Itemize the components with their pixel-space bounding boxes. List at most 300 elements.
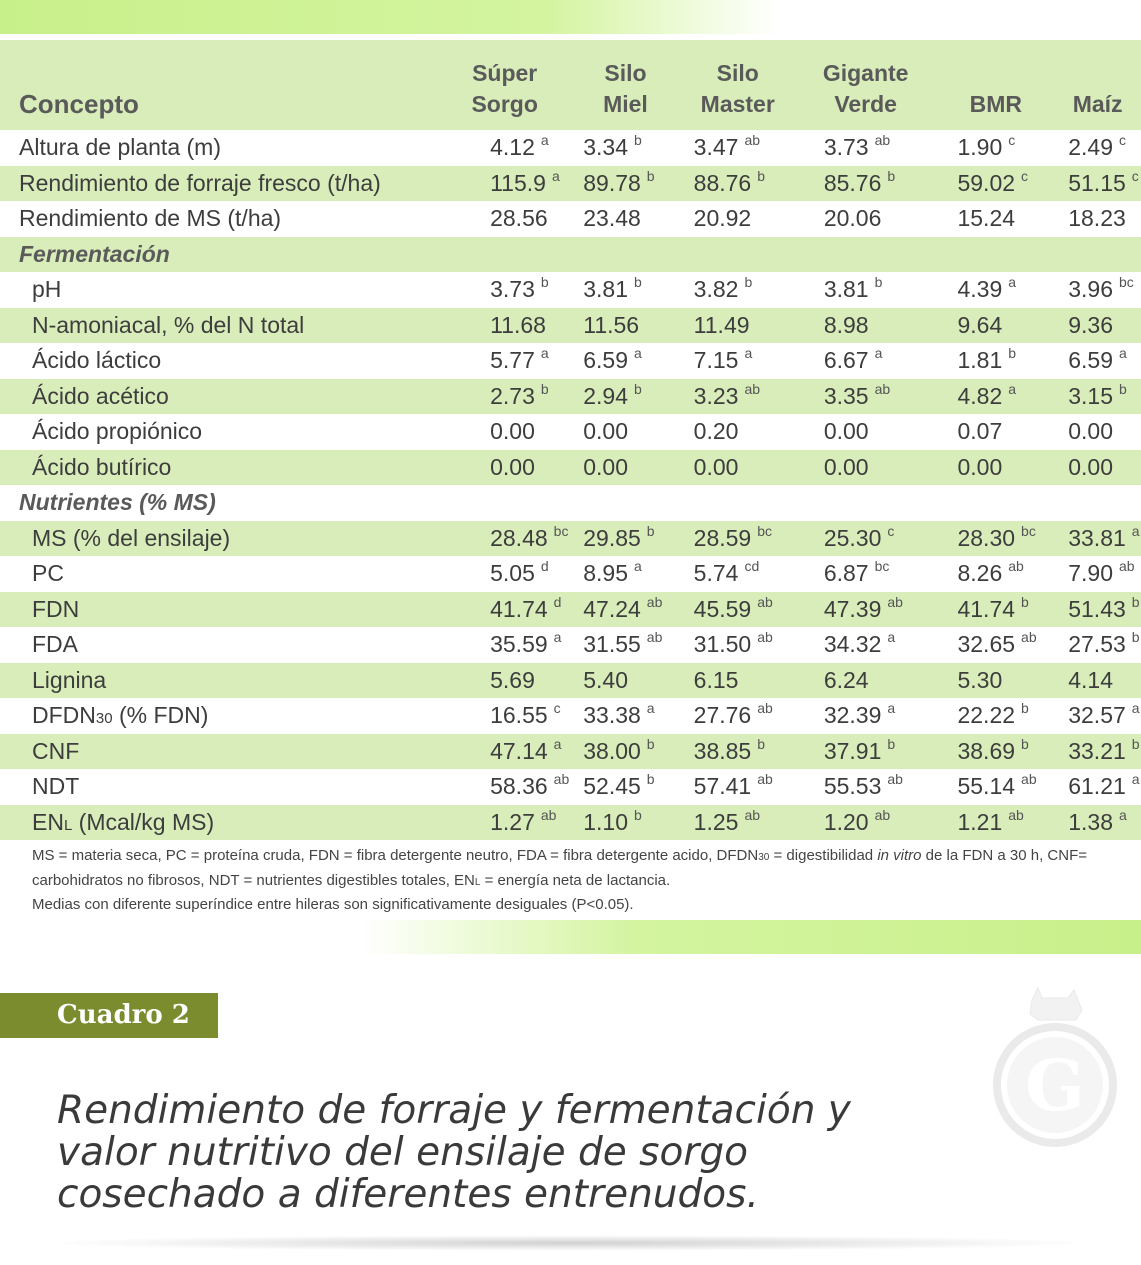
brand-logo-icon <box>990 980 1120 1150</box>
cell-value: 31.55 <box>583 631 641 658</box>
cell-superscript: b <box>1021 735 1029 752</box>
table-cell <box>1054 130 1141 166</box>
table-cell <box>569 556 681 592</box>
cell-value: 3.81 <box>823 276 869 303</box>
cell-superscript: b <box>757 735 766 752</box>
cell-value: 32.57 <box>1068 702 1126 729</box>
cell-superscript: d <box>553 593 562 610</box>
cell-superscript: c <box>1118 132 1126 149</box>
cell-superscript: b <box>634 806 642 823</box>
row-label: pH <box>32 276 62 303</box>
row-label: Nutrientes (% MS) <box>19 489 216 516</box>
table-cell <box>794 166 938 202</box>
table-cell <box>1054 272 1141 308</box>
table-cell <box>682 556 794 592</box>
section-row <box>0 237 1141 273</box>
table-cell <box>794 521 938 557</box>
cell-value: 7.90 <box>1068 560 1113 587</box>
cell-superscript: ab <box>757 700 773 717</box>
table-cell <box>569 166 681 202</box>
cell-value: 5.40 <box>583 666 628 693</box>
cell-value: 5.30 <box>957 666 1003 693</box>
cell-value: 1.27 <box>490 808 535 835</box>
table-cell <box>682 343 794 379</box>
column-header-3: Silo Master <box>682 40 794 130</box>
table-cell <box>569 343 681 379</box>
cell-value: 4.14 <box>1068 666 1113 693</box>
cell-superscript: cd <box>744 558 760 575</box>
cell-value: 1.20 <box>823 808 869 835</box>
table-cell <box>440 627 569 663</box>
cell-value: 1.38 <box>1068 808 1113 835</box>
cell-superscript: ab <box>757 593 773 610</box>
table-cell <box>440 734 569 770</box>
logo-letter: G <box>1025 1044 1085 1127</box>
cell-superscript: a <box>553 629 562 646</box>
cell-value: 28.48 <box>490 524 548 551</box>
table-cell <box>440 166 569 202</box>
cell-value: 3.34 <box>583 134 628 161</box>
table-row <box>0 450 1141 486</box>
table-cell <box>440 308 569 344</box>
cell-value: 6.87 <box>823 560 869 587</box>
cell-superscript: c <box>887 522 895 539</box>
cell-superscript: a <box>1118 345 1127 362</box>
cell-value: 4.82 <box>957 382 1003 409</box>
cell-value: 45.59 <box>693 595 752 622</box>
cell-superscript: b <box>646 167 655 184</box>
table-cell <box>682 627 794 663</box>
table-row <box>0 308 1141 344</box>
cell-value: 3.15 <box>1068 382 1113 409</box>
cell-value: 32.65 <box>957 631 1016 658</box>
cell-value: 33.21 <box>1068 737 1126 764</box>
cell-value: 47.14 <box>490 737 548 764</box>
cell-superscript: b <box>646 735 655 752</box>
table-row <box>0 663 1141 699</box>
cell-value: 47.24 <box>583 595 641 622</box>
table-cell <box>1054 308 1141 344</box>
cell-superscript: ab <box>874 132 891 149</box>
table-cell <box>937 592 1054 628</box>
table-cell <box>440 343 569 379</box>
middle-accent-bar <box>360 920 1141 954</box>
cell-value: 27.76 <box>693 702 752 729</box>
table-cell <box>569 272 681 308</box>
bottom-shadow <box>40 1235 1100 1251</box>
cell-value: 37.91 <box>823 737 882 764</box>
table-cell <box>794 130 938 166</box>
table-cell <box>569 627 681 663</box>
cell-value: 11.49 <box>693 311 750 338</box>
cell-value: 52.45 <box>583 773 641 800</box>
cell-superscript: a <box>553 735 562 752</box>
table-row <box>0 769 1141 805</box>
cell-value: 61.21 <box>1068 773 1126 800</box>
cell-superscript: b <box>1021 700 1029 717</box>
cell-superscript: c <box>1131 167 1139 184</box>
cell-superscript: a <box>540 132 549 149</box>
table-cell <box>1054 343 1141 379</box>
cell-superscript: bc <box>553 522 569 539</box>
cell-value: 2.49 <box>1068 134 1113 161</box>
cell-value: 3.73 <box>490 276 535 303</box>
cell-superscript: ab <box>646 593 663 610</box>
cell-superscript: ab <box>540 806 557 823</box>
cell-value: 2.73 <box>490 382 535 409</box>
table-cell <box>569 805 681 841</box>
cell-value: 88.76 <box>693 169 752 196</box>
cell-value: 2.94 <box>583 382 628 409</box>
cell-value: 0.00 <box>490 453 535 480</box>
table-cell <box>682 272 794 308</box>
cell-value: 0.00 <box>1068 418 1113 445</box>
cell-value: 28.30 <box>957 524 1016 551</box>
table-cell <box>682 663 794 699</box>
footnote-abbreviations: MS = materia seca, PC = proteína cruda, FDN = fibra detergente neutro, FDA = fibra detergente acido, DFDN30 = digestibilidad in vitro de la FDN a 30 h, CNF= carbohidratos no fibrosos, NDT = nutrientes digestibles totales, ENL = energía neta de lactancia. <box>32 847 1087 889</box>
cell-superscript: a <box>1131 522 1140 539</box>
table-row <box>0 698 1141 734</box>
cell-value: 55.53 <box>823 773 882 800</box>
cell-value: 5.77 <box>490 347 535 374</box>
row-label: Rendimiento de forraje fresco (t/ha) <box>0 166 440 202</box>
table-cell <box>440 201 569 237</box>
table-row <box>0 521 1141 557</box>
row-label: ENL (Mcal/kg MS) <box>0 805 440 841</box>
cell-superscript: ab <box>1118 558 1135 575</box>
table-cell <box>794 414 938 450</box>
cell-value: 34.32 <box>823 631 882 658</box>
table-cell <box>440 698 569 734</box>
cell-value: 4.39 <box>957 276 1003 303</box>
cell-value: 38.85 <box>693 737 752 764</box>
table-cell <box>569 769 681 805</box>
table-cell <box>682 308 794 344</box>
cell-value: 20.06 <box>823 205 882 232</box>
table-cell <box>682 379 794 415</box>
table-cell <box>937 272 1054 308</box>
cell-superscript: a <box>1131 771 1140 788</box>
table-cell <box>682 592 794 628</box>
cell-superscript: ab <box>744 380 761 397</box>
cell-value: 31.50 <box>693 631 752 658</box>
cell-value: 32.39 <box>823 702 882 729</box>
cell-superscript: b <box>634 132 642 149</box>
cell-superscript: a <box>634 345 642 362</box>
cell-superscript: b <box>1008 345 1017 362</box>
table-row <box>0 805 1141 841</box>
cell-value: 6.24 <box>823 666 869 693</box>
cell-superscript: a <box>874 345 883 362</box>
table-row <box>0 627 1141 663</box>
cell-superscript: b <box>757 167 766 184</box>
table-cell <box>1054 414 1141 450</box>
footnote-significance: Medias con diferente superíndice entre hileras son significativamente desiguales (P<0.05). <box>32 896 634 913</box>
table-cell <box>794 734 938 770</box>
cell-value: 11.68 <box>490 311 546 338</box>
cell-value: 41.74 <box>957 595 1016 622</box>
cell-superscript: b <box>1118 380 1127 397</box>
row-label: Fermentación <box>0 237 1141 273</box>
table-number-badge: Cuadro 2 <box>0 993 218 1038</box>
cell-value: 58.36 <box>490 773 548 800</box>
cell-value: 1.81 <box>957 347 1003 374</box>
table-cell <box>682 698 794 734</box>
table-row <box>0 379 1141 415</box>
cell-value: 3.96 <box>1068 276 1113 303</box>
cell-superscript: ab <box>646 629 663 646</box>
cell-value: 0.00 <box>823 453 869 480</box>
row-label: FDN <box>0 592 440 628</box>
cell-value: 28.56 <box>490 205 548 232</box>
cell-value: 0.20 <box>693 418 739 445</box>
table-row <box>0 272 1141 308</box>
table-cell <box>794 592 938 628</box>
table-cell <box>1054 166 1141 202</box>
cell-value: 23.48 <box>583 205 641 232</box>
cell-value: 5.69 <box>490 666 535 693</box>
table-cell <box>682 805 794 841</box>
table-cell <box>794 698 938 734</box>
cell-superscript: a <box>1131 700 1140 717</box>
table-cell <box>1054 521 1141 557</box>
cell-superscript: ab <box>744 132 761 149</box>
cell-superscript: ab <box>1008 806 1024 823</box>
table-cell <box>440 521 569 557</box>
cell-value: 59.02 <box>957 169 1016 196</box>
row-label: Ácido butírico <box>0 450 440 486</box>
cell-superscript: b <box>634 380 642 397</box>
table-cell <box>440 592 569 628</box>
cell-superscript: a <box>744 345 753 362</box>
cell-value: 8.98 <box>823 311 869 338</box>
table-cell <box>569 663 681 699</box>
cell-superscript: a <box>551 167 560 184</box>
cell-value: 5.74 <box>693 560 739 587</box>
table-cell <box>440 769 569 805</box>
row-label: Altura de planta (m) <box>19 134 221 161</box>
cell-superscript: ab <box>874 806 891 823</box>
cell-value: 0.00 <box>490 418 535 445</box>
column-header-1: Súper Sorgo <box>440 40 569 130</box>
cell-value: 6.15 <box>693 666 739 693</box>
table-cell <box>937 805 1054 841</box>
cell-superscript: b <box>540 380 549 397</box>
cell-value: 0.00 <box>583 453 628 480</box>
table-cell <box>569 592 681 628</box>
table-cell <box>937 130 1054 166</box>
cell-superscript: ab <box>874 380 891 397</box>
cell-superscript: c <box>1021 167 1029 184</box>
table-cell <box>440 414 569 450</box>
table-cell <box>937 166 1054 202</box>
cell-value: 7.15 <box>693 347 739 374</box>
cell-value: 55.14 <box>957 773 1016 800</box>
row-label: Ácido acético <box>0 379 440 415</box>
cell-value: 89.78 <box>583 169 641 196</box>
table-cell <box>1054 734 1141 770</box>
cell-superscript: a <box>887 700 896 717</box>
cell-value: 47.39 <box>823 595 882 622</box>
table-cell <box>1054 627 1141 663</box>
cell-value: 1.21 <box>957 808 1003 835</box>
table-row <box>0 734 1141 770</box>
table-cell <box>937 450 1054 486</box>
table-cell <box>794 663 938 699</box>
row-label: Lignina <box>0 663 440 699</box>
cell-superscript: ab <box>757 771 773 788</box>
table-cell <box>937 769 1054 805</box>
table-cell <box>1054 379 1141 415</box>
cell-superscript: ab <box>1008 558 1024 575</box>
row-label: Ácido láctico <box>32 347 162 374</box>
row-label: FDA <box>32 631 78 658</box>
cell-superscript: a <box>634 558 642 575</box>
cell-value: 6.59 <box>583 347 628 374</box>
cell-superscript: ab <box>1021 629 1037 646</box>
table-header <box>0 40 1141 130</box>
cell-value: 0.07 <box>957 418 1003 445</box>
cell-superscript: bc <box>874 558 890 575</box>
cell-value: 0.00 <box>583 418 628 445</box>
cell-superscript: b <box>1021 593 1029 610</box>
table-cell <box>1054 592 1141 628</box>
table-cell <box>937 379 1054 415</box>
cell-value: 16.55 <box>490 702 548 729</box>
cell-superscript: b <box>1131 629 1140 646</box>
cell-value: 38.69 <box>957 737 1016 764</box>
cell-value: 115.9 <box>490 169 546 196</box>
cell-superscript: ab <box>887 593 903 610</box>
cell-superscript: d <box>540 558 549 575</box>
table-cell <box>569 450 681 486</box>
cell-value: 9.64 <box>957 311 1003 338</box>
table-footnotes <box>32 845 1092 917</box>
table-cell <box>440 663 569 699</box>
table-row <box>0 556 1141 592</box>
table-cell <box>937 521 1054 557</box>
table-cell <box>440 450 569 486</box>
cell-value: 33.81 <box>1068 524 1126 551</box>
table-cell <box>440 379 569 415</box>
section-row <box>0 485 1141 521</box>
cell-value: 41.74 <box>490 595 548 622</box>
cell-value: 9.36 <box>1068 311 1113 338</box>
cell-value: 1.25 <box>693 808 739 835</box>
cell-value: 3.47 <box>693 134 739 161</box>
cell-value: 51.43 <box>1068 595 1126 622</box>
table-cell <box>440 805 569 841</box>
table-row <box>0 343 1141 379</box>
cell-superscript: ab <box>744 806 761 823</box>
table-cell <box>794 379 938 415</box>
table-cell <box>1054 769 1141 805</box>
table-cell <box>937 663 1054 699</box>
table-cell <box>682 201 794 237</box>
row-label: DFDN30 (% FDN) <box>32 702 209 729</box>
cell-value: 85.76 <box>823 169 882 196</box>
cell-value: 3.82 <box>693 276 739 303</box>
table-cell <box>682 166 794 202</box>
table-cell <box>1054 450 1141 486</box>
table-row <box>0 414 1141 450</box>
cell-superscript: bc <box>1118 274 1134 291</box>
top-accent-bar <box>0 0 780 34</box>
cell-superscript: b <box>874 274 883 291</box>
table-cell <box>794 450 938 486</box>
table-row <box>0 592 1141 628</box>
cell-superscript: b <box>646 771 655 788</box>
row-label: CNF <box>0 734 440 770</box>
cell-value: 28.59 <box>693 524 752 551</box>
cell-value: 33.38 <box>583 702 641 729</box>
cell-value: 51.15 <box>1068 169 1126 196</box>
cell-value: 1.90 <box>957 134 1003 161</box>
cell-value: 29.85 <box>583 524 641 551</box>
cell-superscript: b <box>744 274 753 291</box>
row-label: MS (% del ensilaje) <box>0 521 440 557</box>
column-header-4: Gigante Verde <box>794 40 938 130</box>
cell-superscript: a <box>887 629 896 646</box>
cell-value: 38.00 <box>583 737 641 764</box>
cell-superscript: a <box>1118 806 1127 823</box>
table-cell <box>569 521 681 557</box>
cell-value: 57.41 <box>693 773 752 800</box>
cell-superscript: ab <box>757 629 773 646</box>
cell-value: 11.56 <box>583 311 640 338</box>
table-cell <box>569 130 681 166</box>
table-cell <box>1054 663 1141 699</box>
column-header-5: BMR <box>937 40 1054 130</box>
row-label: Ácido propiónico <box>32 418 203 445</box>
cell-value: 6.59 <box>1068 347 1113 374</box>
table-body <box>0 130 1141 840</box>
table-cell <box>682 521 794 557</box>
table-cell <box>1054 556 1141 592</box>
cell-value: 0.00 <box>1068 453 1113 480</box>
cell-value: 4.12 <box>490 134 535 161</box>
table-cell <box>682 414 794 450</box>
cell-superscript: ab <box>553 771 570 788</box>
row-label: N-amoniacal, % del N total <box>0 308 440 344</box>
table-cell <box>440 272 569 308</box>
cell-value: 35.59 <box>490 631 548 658</box>
cell-superscript: bc <box>1021 522 1036 539</box>
row-label: Rendimiento de MS (t/ha) <box>19 205 282 232</box>
row-label: NDT <box>32 773 80 800</box>
cell-value: 20.92 <box>693 205 752 232</box>
cell-superscript: a <box>646 700 655 717</box>
table-caption-title: Rendimiento de forraje y fermentación y valor nutritivo del ensilaje de sorgo cosechado a diferentes entrenudos. <box>57 1088 851 1217</box>
table-cell <box>794 343 938 379</box>
table-cell <box>569 698 681 734</box>
cell-superscript: b <box>887 167 896 184</box>
table-cell <box>794 308 938 344</box>
table-cell <box>937 698 1054 734</box>
column-header-2: Silo Miel <box>569 40 681 130</box>
cell-value: 3.35 <box>823 382 869 409</box>
cell-value: 6.67 <box>823 347 869 374</box>
table-cell <box>937 556 1054 592</box>
cell-superscript: b <box>540 274 549 291</box>
cell-value: 3.81 <box>583 276 628 303</box>
table-cell <box>682 769 794 805</box>
table-row <box>0 166 1141 202</box>
table-cell <box>794 805 938 841</box>
cell-superscript: ab <box>1021 771 1037 788</box>
table-cell <box>569 379 681 415</box>
column-header-concepto: Concepto <box>0 40 440 130</box>
